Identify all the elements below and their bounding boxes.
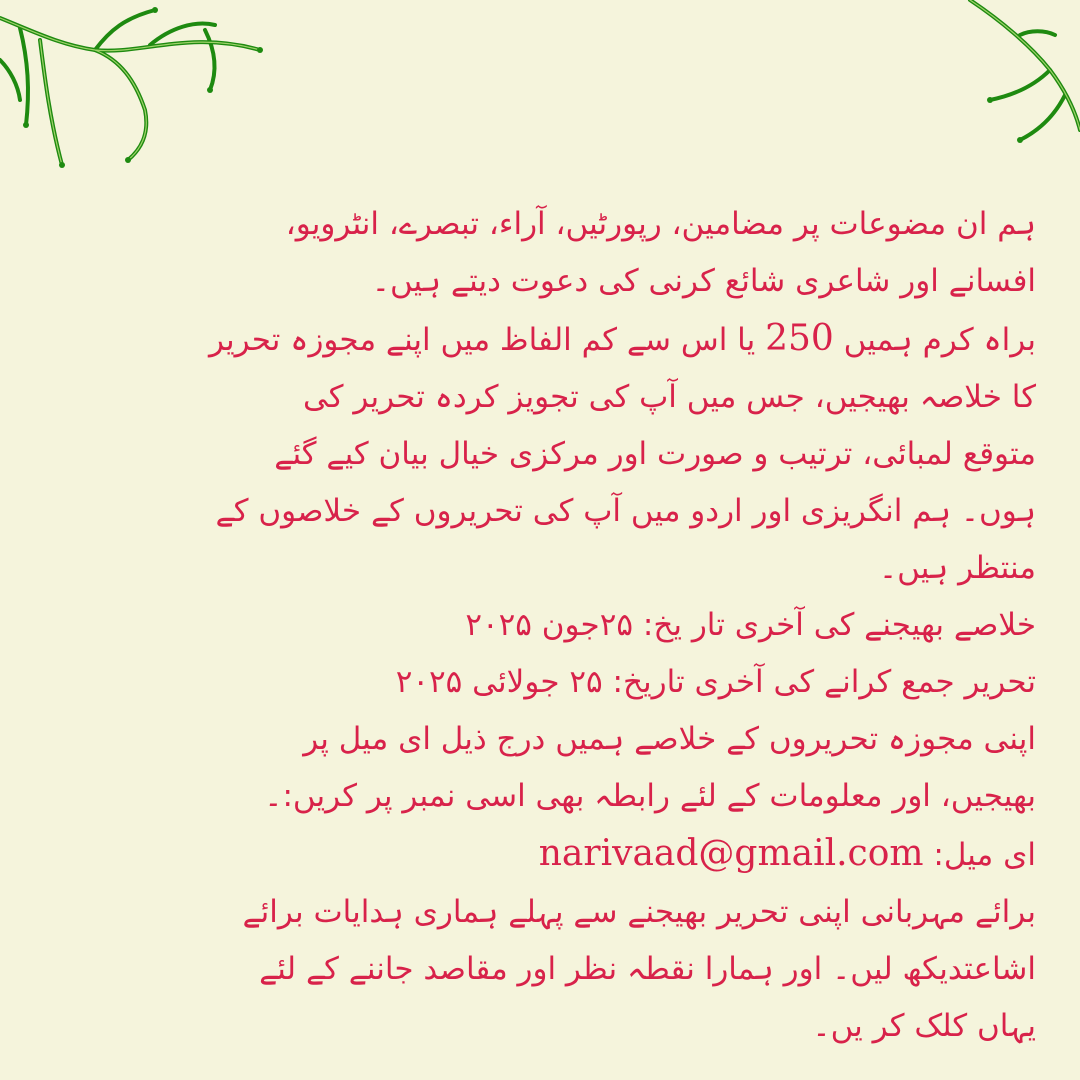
submission-deadline: تحریر جمع کرانے کی آخری تاریخ: ۲۵ جولائی ۲۰۲۵	[395, 664, 1036, 700]
email-line	[40, 825, 1036, 884]
text-line: کا خلاصہ بھیجیں، جس میں آپ کی تجویز کردہ تحریر کی	[302, 379, 1036, 415]
leaf-vine-icon	[0, 0, 280, 180]
email-label: ای میل:	[923, 837, 1036, 873]
text-line: بھیجیں، اور معلومات کے لئے رابطہ بھی اسی نمبر پر کریں:۔	[264, 778, 1036, 814]
text-segment: یا اس سے کم الفاظ میں اپنے مجوزہ تحریر	[208, 322, 766, 358]
text-line	[40, 310, 1036, 369]
click-here-link[interactable]: یہاں کلک کر یں۔	[812, 1008, 1036, 1044]
text-line: افسانے اور شاعری شائع کرنی کی دعوت دیتے ہیں۔	[371, 263, 1036, 299]
text-line: اشاعتدیکھ لیں۔ اور ہمارا نقطہ نظر اور مقاصد جاننے کے لئے	[259, 951, 1036, 987]
text-line: متوقع لمبائی، ترتیب و صورت اور مرکزی خیال بیان کیے گئے	[274, 436, 1036, 472]
email-address[interactable]: narivaad@gmail.com	[538, 833, 924, 874]
leaf-vine-icon	[960, 0, 1080, 150]
text-line: اپنی مجوزہ تحریروں کے خلاصے ہمیں درج ذیل ای میل پر	[303, 721, 1036, 757]
text-line: منتظر ہیں۔	[879, 550, 1036, 586]
word-limit-number: 250	[765, 318, 834, 359]
text-line: ہم ان مضوعات پر مضامین، رپورٹیں، آراء، تبصرے، انٹرویو،	[285, 206, 1036, 242]
text-line: برائے مہربانی اپنی تحریر بھیجنے سے پہلے ہماری ہدایات برائے	[242, 894, 1036, 930]
announcement-text	[40, 196, 1036, 1055]
text-line: ہوں۔ ہم انگریزی اور اردو میں آپ کی تحریروں کے خلاصوں کے	[215, 493, 1036, 529]
abstract-deadline: خلاصے بھیجنے کی آخری تار یخ: ۲۵جون ۲۰۲۵	[465, 607, 1036, 643]
text-segment: براہ کرم ہمیں	[833, 322, 1036, 358]
